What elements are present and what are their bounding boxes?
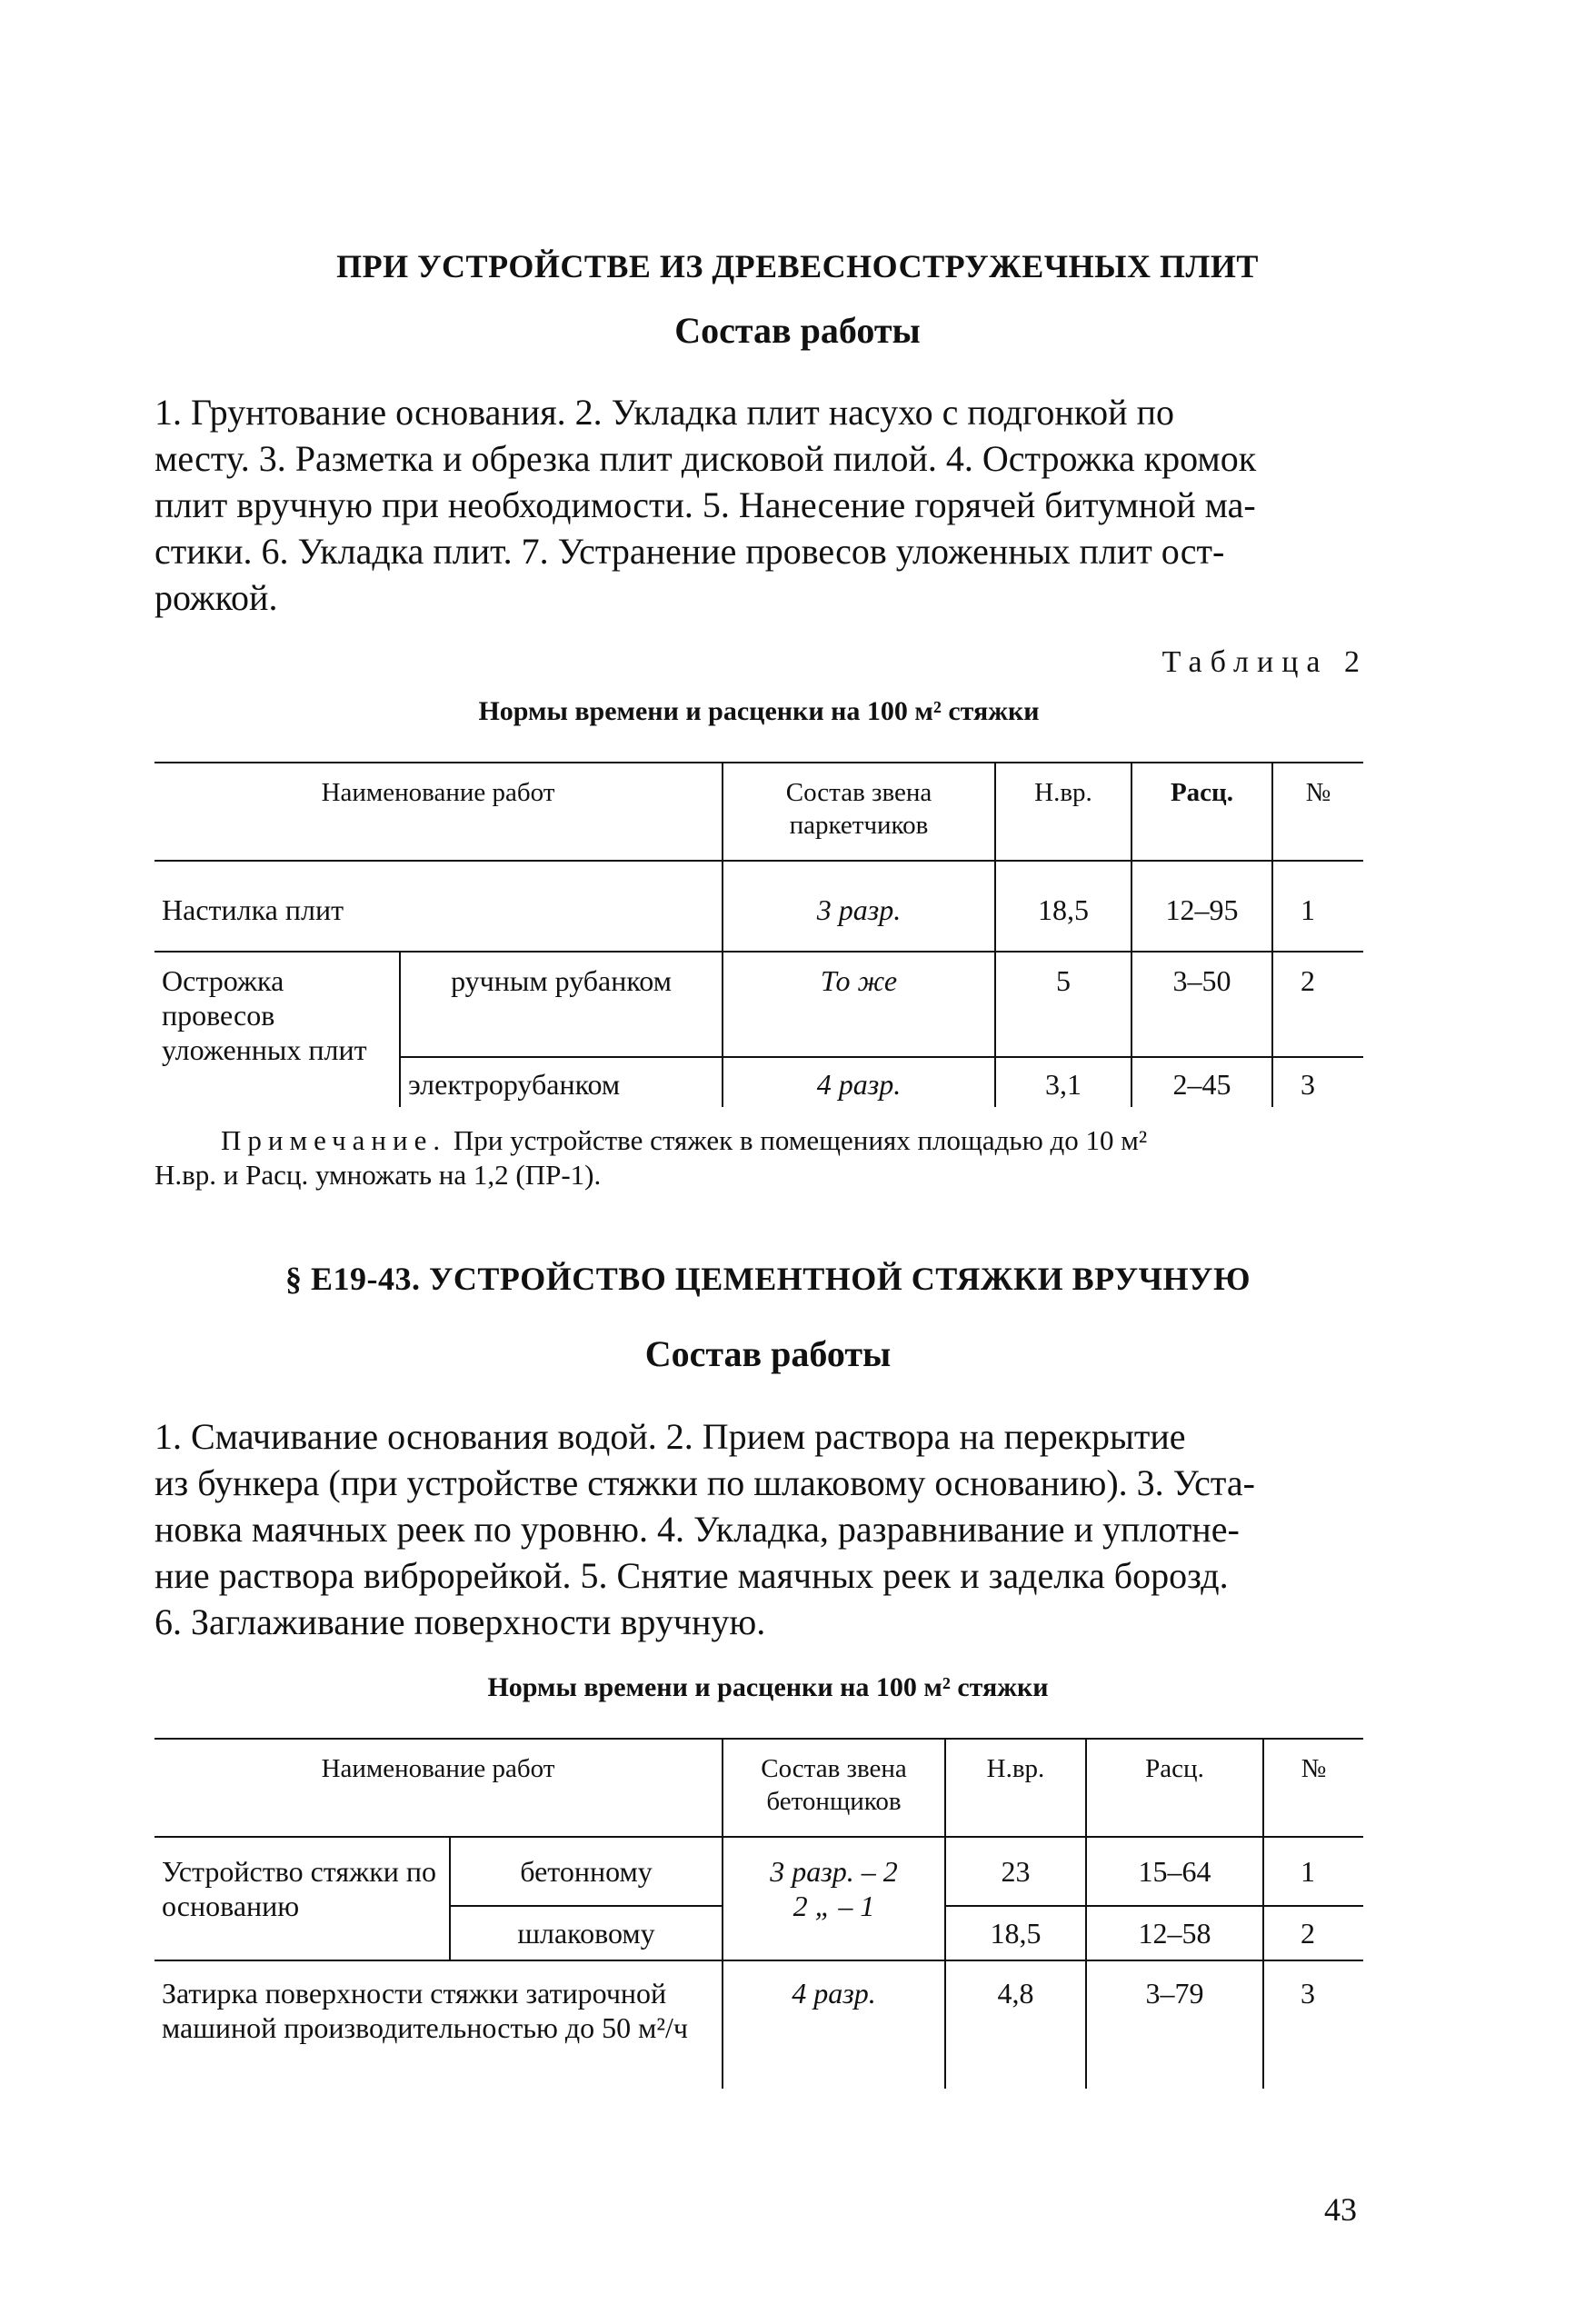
header-number: №: [1272, 763, 1363, 861]
norms-table-1: [155, 762, 1363, 1107]
row-price: 15–64: [1086, 1837, 1263, 1906]
table-note: [221, 1123, 1366, 1158]
paragraph-line: месту. 3. Разметка и обрезка плит дисковой пилой. 4. Острожка кромок: [155, 438, 1257, 479]
row-norm: 5: [995, 952, 1131, 1057]
row-name: Острожка провесов уложенных плит: [162, 964, 367, 1066]
row-subtype: шлаковому: [450, 1906, 723, 1960]
row-number: 3: [1272, 1057, 1363, 1107]
header-number: №: [1263, 1739, 1363, 1837]
row-number: 1: [1272, 861, 1363, 952]
note-text-continued: Н.вр. и Расц. умножать на 1,2 (ПР-1).: [155, 1159, 602, 1191]
subheading: Состав работы: [674, 310, 921, 351]
work-composition-paragraph: [155, 389, 1363, 621]
row-crew: [723, 1837, 945, 1960]
crew-line: 2 „ – 1: [793, 1890, 875, 1922]
row-crew: То же: [723, 952, 995, 1057]
row-number: 2: [1263, 1906, 1363, 1960]
row-name: Настилка плит: [162, 893, 344, 926]
table-row: [155, 861, 1363, 952]
paragraph-line: из бункера (при устройстве стяжки по шлаковому основанию). 3. Уста-: [155, 1462, 1255, 1503]
paragraph-line: 6. Заглаживание поверхности вручную.: [155, 1601, 766, 1642]
row-norm: 23: [945, 1837, 1086, 1906]
paragraph-line: новка маячных реек по уровню. 4. Укладка, разравнивание и уплотне-: [155, 1509, 1240, 1550]
paragraph-line: стики. 6. Укладка плит. 7. Устранение провесов уложенных плит ост-: [155, 531, 1225, 572]
row-number: 1: [1263, 1837, 1363, 1906]
note-prefix: Примечание.: [221, 1124, 447, 1156]
row-price: 3–50: [1131, 952, 1272, 1057]
paragraph-line: рожкой.: [155, 577, 278, 618]
row-norm: 4,8: [945, 1960, 1086, 2089]
row-name: Затирка поверхности стяжки затирочной машиной производительностью до 50 м²/ч: [162, 1977, 688, 2044]
table-title: Нормы времени и расценки на 100 м² стяжки: [487, 1672, 1049, 1702]
subheading: Состав работы: [644, 1333, 892, 1374]
header-price: Расц.: [1131, 763, 1272, 861]
header-work-name: Наименование работ: [321, 1754, 555, 1783]
row-price: 3–79: [1086, 1960, 1263, 2089]
row-subtype: бетонному: [450, 1837, 723, 1906]
table-row: [155, 952, 1363, 1057]
page-number: 43: [1324, 2191, 1357, 2228]
paragraph-line: плит вручную при необходимости. 5. Нанесение горячей битумной ма-: [155, 484, 1256, 525]
table-title: Нормы времени и расценки на 100 м² стяжки: [478, 696, 1040, 726]
header-work-name: Наименование работ: [321, 778, 555, 807]
row-name: Устройство стяжки по основанию: [162, 1855, 436, 1922]
header-norm: Н.вр.: [995, 763, 1131, 861]
paragraph-line: ние раствора виброрейкой. 5. Снятие маячных реек и заделка борозд.: [155, 1555, 1229, 1596]
row-crew: 3 разр.: [723, 861, 995, 952]
row-price: 12–95: [1131, 861, 1272, 952]
header-norm: Н.вр.: [945, 1739, 1086, 1837]
norms-table-2: [155, 1738, 1363, 2089]
section-heading: ПРИ УСТРОЙСТВЕ ИЗ ДРЕВЕСНОСТРУЖЕЧНЫХ ПЛИТ: [336, 248, 1259, 284]
header-crew: Состав звена бетонщиков: [723, 1739, 945, 1837]
row-number: 3: [1263, 1960, 1363, 2089]
row-crew: 4 разр.: [723, 1960, 945, 2089]
table-number-label: Таблица 2: [1161, 645, 1368, 679]
header-price: Расц.: [1086, 1739, 1263, 1837]
crew-line: 3 разр. – 2: [770, 1855, 898, 1888]
table-row: [155, 1837, 1363, 1906]
section-heading: § Е19-43. УСТРОЙСТВО ЦЕМЕНТНОЙ СТЯЖКИ ВРУЧНУЮ: [285, 1261, 1251, 1297]
row-subtype: электрорубанком: [400, 1057, 723, 1107]
row-norm: 3,1: [995, 1057, 1131, 1107]
note-text: При устройстве стяжек в помещениях площадью до 10 м²: [453, 1124, 1148, 1156]
row-price: 2–45: [1131, 1057, 1272, 1107]
row-number: 2: [1272, 952, 1363, 1057]
header-crew: Состав звена паркетчиков: [723, 763, 995, 861]
row-subtype: ручным рубанком: [400, 952, 723, 1057]
row-norm: 18,5: [995, 861, 1131, 952]
paragraph-line: 1. Грунтование основания. 2. Укладка плит насухо с подгонкой по: [155, 392, 1174, 433]
row-norm: 18,5: [945, 1906, 1086, 1960]
work-composition-paragraph: [155, 1413, 1363, 1645]
row-crew: 4 разр.: [723, 1057, 995, 1107]
paragraph-line: 1. Смачивание основания водой. 2. Прием раствора на перекрытие: [155, 1416, 1186, 1457]
table-row: [155, 1960, 1363, 2089]
row-price: 12–58: [1086, 1906, 1263, 1960]
